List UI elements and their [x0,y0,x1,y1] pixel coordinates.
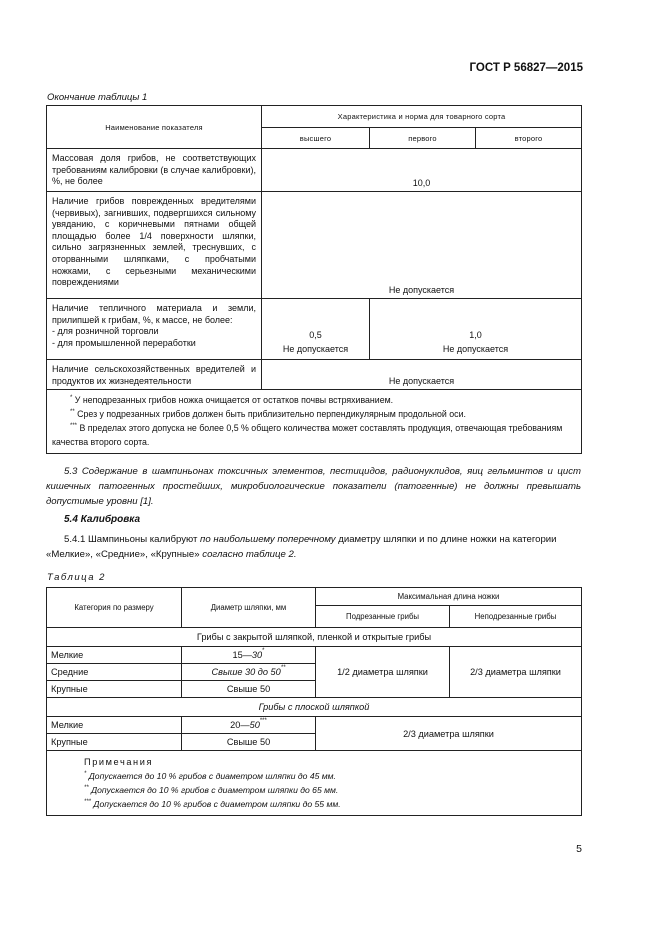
section-5-4-1: 5.4.1 Шампиньоны калибруют по наибольшему поперечному диаметру шляпки и по длине ножки на категории «Мелкие», «Средние», «Крупные» согласно таблице 2. [46,534,557,561]
category-cell: Крупные [47,681,182,698]
col-cut-header: Подрезанные грибы [316,606,450,628]
diameter-cell: 20—50*** [182,717,316,734]
group-header: Грибы с закрытой шляпкой, пленкой и открытые грибы [47,628,582,647]
notes-title: Примечания [84,757,154,767]
note: * Допускается до 10 % грибов с диаметром шляпки до 45 мм. [84,771,336,781]
category-cell: Крупные [47,734,182,751]
category-cell: Мелкие [47,647,182,664]
section-5-4-heading: 5.4 Калибровка [64,514,141,525]
row-label: Наличие грибов поврежденных вредителями (червивых), загнивших, подвергшихся сильному увяданию, с коричневыми пятнами общей площадью более 1/4 поверхности шляпки, сильно загрязненных землей, треснувших, с оторванными шляпками, с пробчатыми ножками, с серьезными механическими повреждениями [47,192,262,299]
row-value: Не допускается [262,192,582,299]
row-label: Массовая доля грибов, не соответствующих требованиям калибровки (в случае калибровки), %, не более [47,149,262,192]
row-label [47,299,262,360]
row-value: Не допускается [262,360,582,390]
diameter-cell: Свыше 50 [182,681,316,698]
grade-header: первого [370,128,476,149]
section-5-3: 5.3 Содержание в шампиньонах токсичных элементов, пестицидов, радионуклидов, яиц гельминтов и цист кишечных патогенных простейших, микробиологические показатели (патогенные) не должны превышать допустимые уровни [1]. [46,466,581,508]
table-2 [46,587,582,816]
value-industrial: Не допускается [282,344,349,354]
col-group-header: Характеристика и норма для товарного сорта [262,106,582,128]
cut-length-cell: 1/2 диаметра шляпки [316,647,450,698]
value-retail: 0,5 [309,330,322,340]
category-cell: Средние [47,664,182,681]
row-value-first-second [370,299,582,360]
row-label: Наличие сельскохозяйственных вредителей и продуктов их жизнедеятельности [47,360,262,390]
row-value: 10,0 [262,149,582,192]
col-length-header: Максимальная длина ножки [316,588,582,606]
grade-header: второго [476,128,582,149]
group-header: Грибы с плоской шляпкой [47,698,582,717]
footnote: * У неподрезанных грибов ножка очищается от остатков почвы встряхиванием. [70,395,394,406]
diameter-cell: Свыше 30 до 50** [182,664,316,681]
value-industrial: Не допускается [442,344,509,354]
table2-caption: Таблица 2 [47,572,106,583]
row-value-highest [262,299,370,360]
col-uncut-header: Неподрезанные грибы [450,606,582,628]
grade-header: высшего [262,128,370,149]
table1-footnotes [47,390,582,454]
row-label-main: Наличие тепличного материала и земли, прилипшей к грибам, %, к массе, не более: [52,303,256,325]
footnote: ** Срез у подрезанных грибов должен быть приблизительно перпендикулярным продольной оси. [70,409,466,420]
row-sublabel: - для промышленной переработки [52,337,196,348]
page-number: 5 [576,843,582,855]
diameter-cell: 15—30* [182,647,316,664]
col-name-header: Наименование показателя [47,106,262,149]
table1-caption: Окончание таблицы 1 [47,92,148,103]
uncut-length-cell: 2/3 диаметра шляпки [450,647,582,698]
standard-number: ГОСТ Р 56827—2015 [469,62,583,74]
category-cell: Мелкие [47,717,182,734]
col-category-header: Категория по размеру [47,588,182,628]
col-diameter-header: Диаметр шляпки, мм [182,588,316,628]
table2-notes [47,751,582,816]
note: *** Допускается до 10 % грибов с диаметром шляпки до 55 мм. [84,799,341,809]
diameter-cell: Свыше 50 [182,734,316,751]
table-1 [46,105,582,454]
footnote: *** В пределах этого допуска не более 0,5 % общего количества может составлять продукция, отвечающая требованиям качества второго сорта. [52,423,563,448]
row-sublabel: - для розничной торговли [52,326,159,337]
value-retail: 1,0 [469,330,482,340]
length-cell: 2/3 диаметра шляпки [316,717,582,751]
note: ** Допускается до 10 % грибов с диаметром шляпки до 65 мм. [84,785,339,795]
